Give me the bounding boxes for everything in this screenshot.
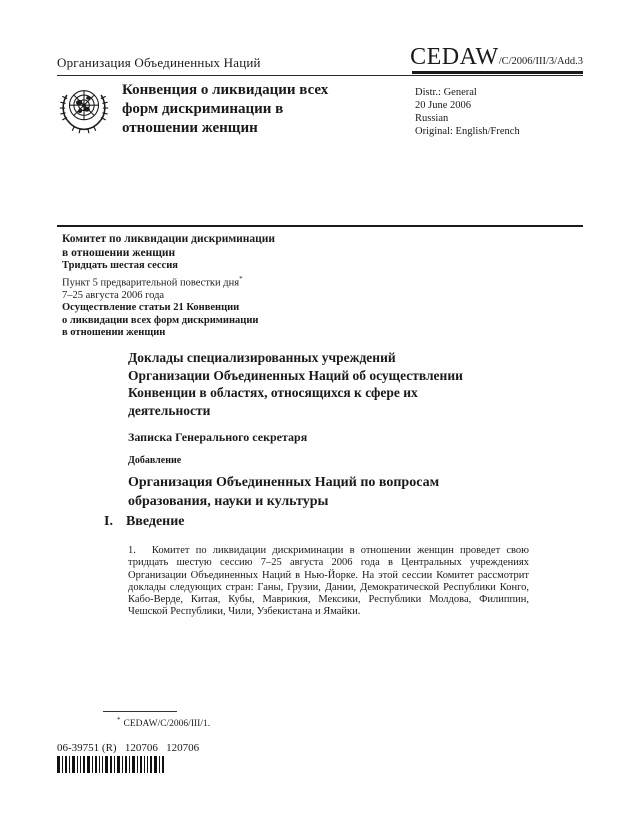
paragraph-number: 1. xyxy=(128,545,136,556)
report-title xyxy=(128,349,548,419)
report-title-line: деятельности xyxy=(128,402,211,418)
distr-line: 20 June 2006 xyxy=(415,100,471,111)
committee-block xyxy=(62,232,275,340)
section-title: Введение xyxy=(125,514,185,529)
session-title: Тридцать шестая сессия xyxy=(62,260,178,271)
agenda-item: Пункт 5 предварительной повестки дня* xyxy=(62,274,243,288)
footnote-marker: * xyxy=(239,274,243,283)
masthead-rule xyxy=(57,75,583,76)
unesco-title-line: Организация Объединенных Наций по вопросам xyxy=(128,475,440,490)
distr-line: Distr.: General xyxy=(415,87,477,98)
report-title-line: Организации Объединенных Наций об осуществлении xyxy=(128,367,463,383)
unesco-title xyxy=(128,473,548,511)
addendum-label: Добавление xyxy=(128,455,182,466)
convention-title xyxy=(122,81,412,138)
document-symbol-main: CEDAW xyxy=(410,44,499,70)
distribution-block xyxy=(415,86,520,138)
distr-line: Russian xyxy=(415,113,449,124)
document-symbol-suffix: /C/2006/III/3/Add.3 xyxy=(498,56,583,67)
footnote-marker: * xyxy=(117,716,121,724)
paragraph-text: Комитет по ликвидации дискриминации в отношении женщин проведет свою тридцать шестую сессию 7–25 августа 2006 года в Центральных учреждениях Организации Объединенных Наций в Нью-Йорке. На этой сессии Комитет рассмотрит доклады следующих стран: Ганы, Грузии, Дании, Демократической Республики Конго, Кабо-Верде, Китая, Кубы, Маврикия, Мексики, Республики Молдова, Филиппин, Чешской Республики, Чили, Узбекистана и Ямайки. xyxy=(128,545,529,618)
barcode xyxy=(57,756,165,778)
un-org-name: Организация Объединенных Наций xyxy=(57,55,261,70)
report-title-line: Конвенции в областях, относящихся к сфере их xyxy=(128,385,418,400)
agenda-topic-line: о ликвидации всех форм дискриминации xyxy=(62,314,259,326)
agenda-topic-line: в отношении женщин xyxy=(62,327,166,338)
convention-title-line: отношении женщин xyxy=(122,120,258,136)
note-by-secretary-general: Записка Генерального секретаря xyxy=(128,430,308,444)
convention-title-line: Конвенция о ликвидации всех xyxy=(122,82,329,98)
document-symbol xyxy=(410,44,583,71)
footnote-text: CEDAW/C/2006/III/1. xyxy=(123,719,211,730)
job-number: 06-39751 (R) 120706 120706 xyxy=(57,742,200,754)
committee-name-line: в отношении женщин xyxy=(62,247,176,259)
distr-line: Original: English/French xyxy=(415,126,520,137)
footnote xyxy=(117,716,210,729)
section-number: I. xyxy=(104,514,113,529)
unesco-title-line: образования, науки и культуры xyxy=(128,494,329,509)
section-divider-rule xyxy=(57,225,583,227)
agenda-topic-line: Осуществление статьи 21 Конвенции xyxy=(62,302,240,313)
paragraph-1 xyxy=(128,545,529,619)
committee-name-line: Комитет по ликвидации дискриминации xyxy=(62,233,276,245)
symbol-rule xyxy=(412,71,583,74)
session-dates: 7–25 августа 2006 года xyxy=(62,289,165,301)
report-title-line: Доклады специализированных учреждений xyxy=(128,350,396,365)
convention-title-line: форм дискриминации в xyxy=(122,101,284,117)
section-heading xyxy=(104,514,185,530)
footnote-rule xyxy=(103,711,177,712)
un-emblem-icon xyxy=(55,82,113,145)
